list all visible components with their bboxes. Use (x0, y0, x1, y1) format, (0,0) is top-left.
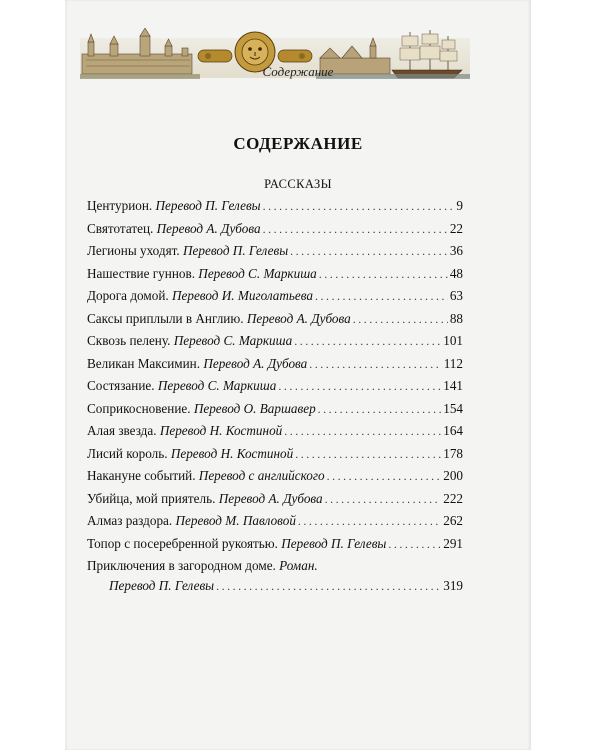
entry-translator: Перевод М. Павловой (175, 513, 296, 528)
section-title: РАССКАЗЫ (264, 177, 332, 191)
entry-translator: Перевод с английского (198, 468, 325, 483)
toc-entry (87, 221, 463, 244)
entry-page: 9 (456, 198, 463, 213)
entry-title: Дорога домой. (87, 288, 169, 303)
toc-entry-novel (87, 558, 463, 598)
dot-leader (290, 244, 448, 259)
toc-entry (87, 536, 463, 559)
entry-page: 319 (443, 578, 463, 593)
entry-page: 101 (443, 333, 463, 348)
entry-title: Топор с посеребренной рукоятью. (87, 535, 278, 551)
entry-translator: Перевод О. Варшавер (193, 400, 316, 416)
dot-leader (263, 222, 448, 237)
toc-entry (87, 423, 463, 446)
entry-page: 48 (449, 265, 463, 281)
entry-page: 36 (449, 243, 463, 258)
toc-entry (87, 446, 463, 469)
entry-title: Саксы приплыли в Англию. (87, 310, 244, 326)
toc-entry (87, 243, 463, 266)
entry-translator: Перевод С. Маркиша (173, 333, 293, 348)
entry-title: Лисий король. (87, 445, 168, 461)
toc-entry (87, 266, 463, 289)
entry-page: 22 (449, 220, 463, 236)
dot-leader (284, 424, 441, 439)
toc-entry (87, 198, 463, 221)
entry-translator: Перевод С. Маркиша (198, 265, 317, 281)
toc-entry (87, 491, 463, 514)
entry-translator: Перевод П. Гелевы (183, 243, 289, 258)
dot-leader (327, 469, 442, 484)
toc-entry (87, 378, 463, 401)
dot-leader (216, 579, 441, 594)
entry-translator: Перевод П. Гелевы (109, 578, 215, 593)
entry-page: 291 (443, 535, 463, 551)
entry-page: 222 (443, 490, 463, 506)
entry-translator: Перевод П. Гелевы (281, 535, 387, 551)
entry-translator: Перевод Н. Костиной (159, 423, 283, 438)
entry-page: 200 (443, 468, 463, 483)
entry-title: Святотатец. (87, 220, 154, 236)
entry-page: 112 (443, 355, 463, 371)
entry-translator: Перевод А. Дубова (218, 490, 323, 506)
entry-title: Алая звезда. (87, 423, 157, 438)
toc-entry (87, 513, 463, 536)
entry-genre: Роман. (279, 558, 318, 573)
toc-entry (87, 311, 463, 334)
dot-leader (278, 379, 441, 394)
book-page (65, 0, 531, 750)
entry-translator: Перевод А. Дубова (203, 355, 308, 371)
toc-entry (87, 401, 463, 424)
entry-translator: Перевод А. Дубова (246, 310, 351, 326)
entry-page: 178 (443, 445, 463, 461)
entry-page: 262 (443, 513, 463, 528)
dot-leader (318, 402, 442, 417)
entry-title: Алмаз раздора. (87, 513, 173, 528)
dot-leader (295, 447, 441, 462)
entry-translator: Перевод А. Дубова (156, 220, 261, 236)
entry-translator: Перевод С. Маркиша (157, 378, 277, 393)
toc-entry (87, 288, 463, 311)
entry-title: Убийца, мой приятель. (87, 490, 216, 506)
dot-leader (298, 514, 441, 529)
entry-page: 63 (449, 288, 463, 303)
entry-title: Приключения в загородном доме. (87, 558, 276, 573)
entry-page: 88 (449, 310, 463, 326)
entry-title: Накануне событий. (87, 468, 196, 483)
entry-page: 154 (443, 400, 463, 416)
entry-translator: Перевод И. Миголатьева (171, 288, 313, 303)
entry-translator: Перевод П. Гелевы (155, 198, 261, 213)
dot-leader (325, 492, 442, 507)
dot-leader (319, 267, 448, 282)
table-of-contents (87, 198, 463, 598)
dot-leader (294, 334, 441, 349)
entry-page: 141 (443, 378, 463, 393)
entry-title: Центурион. (87, 198, 153, 213)
entry-translator: Перевод Н. Костиной (170, 445, 294, 461)
entry-page: 164 (443, 423, 463, 438)
dot-leader (263, 199, 455, 214)
entry-title: Сквозь пелену. (87, 333, 171, 348)
dot-leader (353, 312, 448, 327)
dot-leader (315, 289, 448, 304)
entry-title: Легионы уходят. (87, 243, 180, 258)
dot-leader (309, 357, 441, 372)
toc-title: СОДЕРЖАНИЕ (233, 134, 363, 153)
running-head: Содержание (262, 64, 334, 79)
toc-entry (87, 333, 463, 356)
entry-title: Состязание. (87, 378, 155, 393)
entry-title: Великан Максимин. (87, 355, 201, 371)
entry-title: Соприкосновение. (87, 400, 191, 416)
dot-leader (388, 537, 441, 552)
toc-entry (87, 468, 463, 491)
toc-entry (87, 356, 463, 379)
entry-title: Нашествие гуннов. (87, 265, 195, 281)
